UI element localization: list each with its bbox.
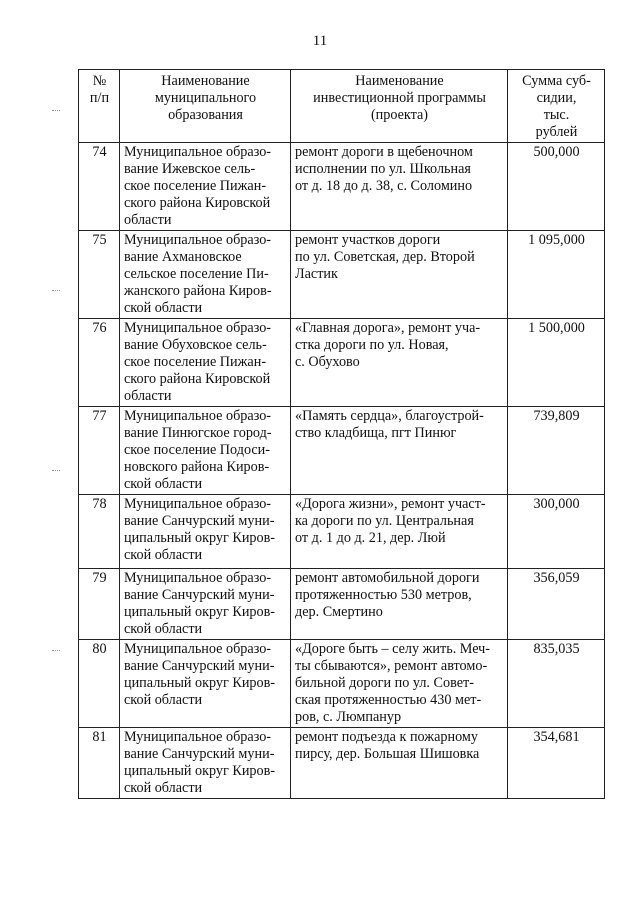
- table-row: [79, 728, 605, 799]
- row-number: 76: [79, 319, 120, 407]
- subsidy-amount: 300,000: [508, 495, 605, 569]
- subsidy-amount: 1 095,000: [508, 231, 605, 319]
- table-row: [79, 143, 605, 231]
- subsidy-amount: 1 500,000: [508, 319, 605, 407]
- subsidy-amount: 354,681: [508, 728, 605, 799]
- program-cell: ремонт участков дороги по ул. Советская, дер. Второй Ластик: [291, 231, 508, 319]
- program-cell: «Главная дорога», ремонт уча- стка дороги по ул. Новая, с. Обухово: [291, 319, 508, 407]
- municipality-cell: Муниципальное образо- вание Ахмановское сельское поселение Пи- жанского района Киров- ской области: [120, 231, 291, 319]
- header-program: Наименование инвестиционной программы (проекта): [291, 70, 508, 143]
- program-cell: ремонт подъезда к пожарному пирсу, дер. Большая Шишовка: [291, 728, 508, 799]
- row-number: 77: [79, 407, 120, 495]
- program-cell: «Память сердца», благоустрой- ство кладбища, пгт Пинюг: [291, 407, 508, 495]
- subsidy-amount: 835,035: [508, 640, 605, 728]
- header-sum: Сумма суб- сидии, тыс. рублей: [508, 70, 605, 143]
- row-number: 79: [79, 569, 120, 640]
- margin-mark: [52, 650, 60, 652]
- program-cell: «Дороге быть – селу жить. Меч- ты сбываются», ремонт автомо- бильной дороги по ул. Совет- ская протяженностью 430 мет- ров, с. Люмпанур: [291, 640, 508, 728]
- table-row: [79, 495, 605, 569]
- margin-mark: [52, 110, 60, 112]
- table-row: [79, 407, 605, 495]
- subsidy-amount: 356,059: [508, 569, 605, 640]
- table-row: [79, 231, 605, 319]
- margin-mark: [52, 290, 60, 292]
- municipality-cell: Муниципальное образо- вание Пинюгское город- ское поселение Подоси- новского района Киров- ской области: [120, 407, 291, 495]
- row-number: 78: [79, 495, 120, 569]
- row-number: 75: [79, 231, 120, 319]
- margin-mark: [52, 470, 60, 472]
- table-row: [79, 319, 605, 407]
- subsidy-table: [78, 69, 605, 799]
- municipality-cell: Муниципальное образо- вание Санчурский муни- ципальный округ Киров- ской области: [120, 495, 291, 569]
- municipality-cell: Муниципальное образо- вание Санчурский муни- ципальный округ Киров- ской области: [120, 728, 291, 799]
- municipality-cell: Муниципальное образо- вание Ижевское сель- ское поселение Пижан- ского района Кировской области: [120, 143, 291, 231]
- subsidy-amount: 500,000: [508, 143, 605, 231]
- page-number: 11: [312, 33, 328, 49]
- row-number: 80: [79, 640, 120, 728]
- municipality-cell: Муниципальное образо- вание Санчурский муни- ципальный округ Киров- ской области: [120, 569, 291, 640]
- municipality-cell: Муниципальное образо- вание Санчурский муни- ципальный округ Киров- ской области: [120, 640, 291, 728]
- header-municipality: Наименование муниципального образования: [120, 70, 291, 143]
- program-cell: «Дорога жизни», ремонт участ- ка дороги по ул. Центральная от д. 1 до д. 21, дер. Люй: [291, 495, 508, 569]
- subsidy-amount: 739,809: [508, 407, 605, 495]
- table-header-row: [79, 70, 605, 143]
- program-cell: ремонт дороги в щебеночном исполнении по ул. Школьная от д. 18 до д. 38, с. Соломино: [291, 143, 508, 231]
- table-row: [79, 569, 605, 640]
- municipality-cell: Муниципальное образо- вание Обуховское сель- ское поселение Пижан- ского района Кировской области: [120, 319, 291, 407]
- table-row: [79, 640, 605, 728]
- row-number: 81: [79, 728, 120, 799]
- header-num: № п/п: [79, 70, 120, 143]
- row-number: 74: [79, 143, 120, 231]
- program-cell: ремонт автомобильной дороги протяженностью 530 метров, дер. Смертино: [291, 569, 508, 640]
